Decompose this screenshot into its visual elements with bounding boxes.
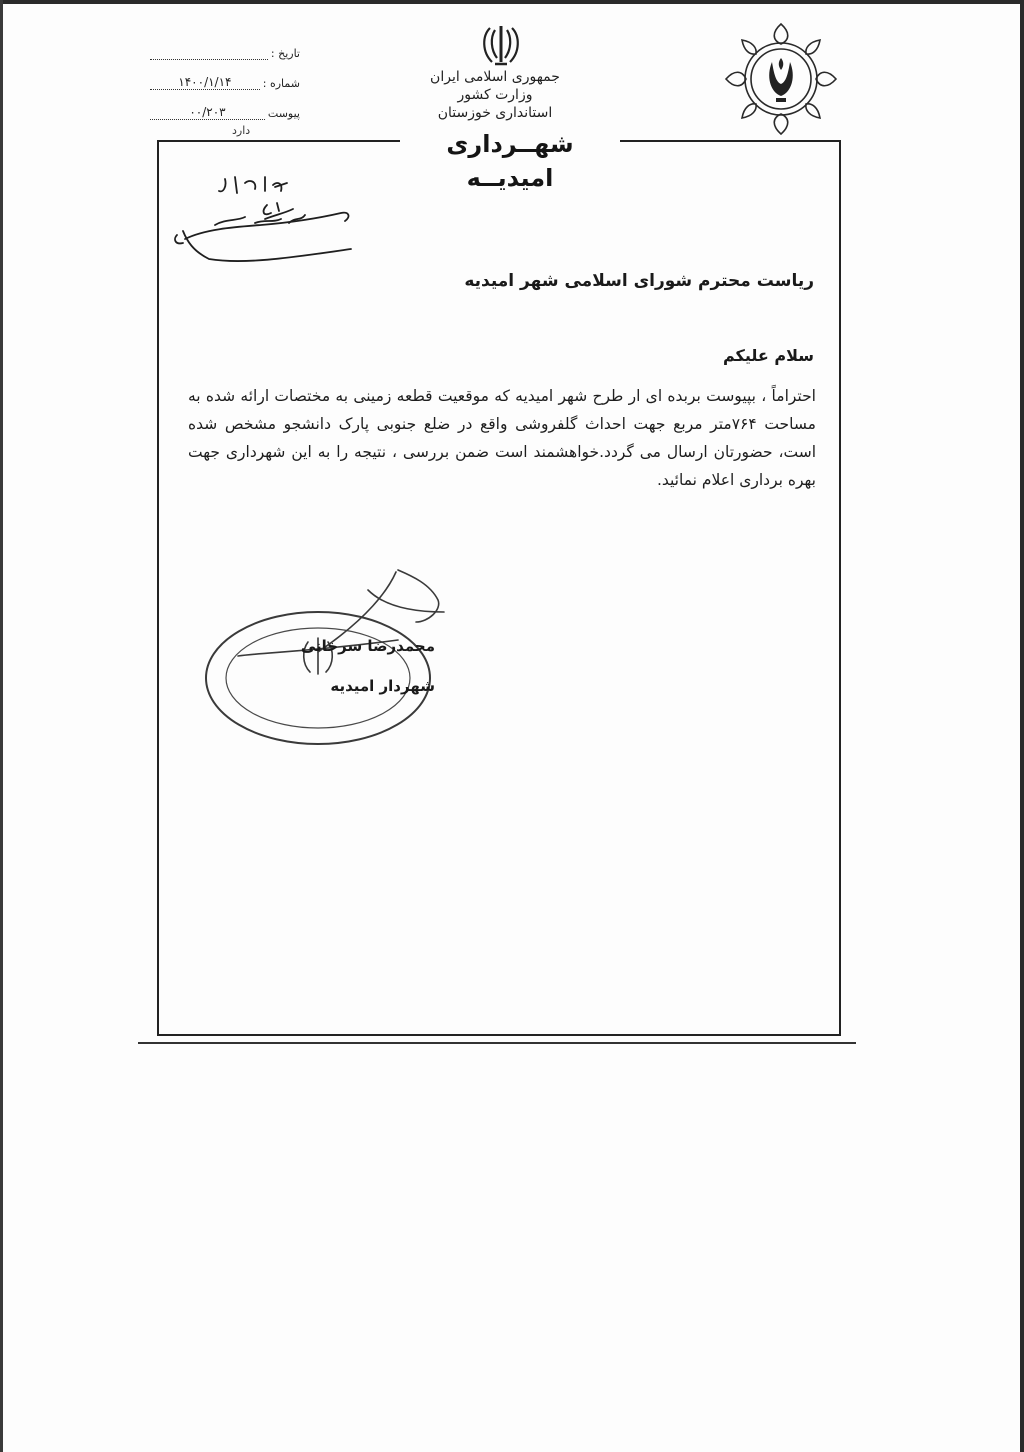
scan-edge-top: [0, 0, 1024, 4]
scan-edge-right: [1020, 0, 1024, 1452]
has-attachment-text: دارد: [232, 124, 251, 137]
government-header: [380, 68, 610, 122]
header-line-ministry: وزارت کشور: [457, 87, 533, 103]
letter-meta: [150, 30, 300, 120]
iran-emblem-icon: [478, 22, 524, 68]
attachment-value: ۰۰/۲۰۳: [150, 105, 265, 120]
header-line-province: استانداری خوزستان: [437, 105, 553, 121]
municipality-logo-icon: [720, 18, 842, 140]
date-label: تاریخ :: [270, 47, 300, 60]
letter-greeting: سلام علیکم: [722, 346, 814, 365]
date-row: [150, 30, 300, 60]
signer-title: شهردار امیدیه: [330, 677, 435, 695]
number-label: شماره :: [262, 77, 300, 90]
page-bottom-rule: [138, 1042, 856, 1044]
letter-body: احتراماً ، بپیوست بربده ای ار طرح شهر امیدیه که موقعیت قطعه زمینی به مختصات ارائه شده به مساحت ۷۶۴متر مربع جهت احداث گلفروشی واقع در ضلع جنوبی پارک دانشجو مشخص شده است، حضورتان ارسال می گردد.خواهشمند است ضمن بررسی ، نتیجه را به این شهرداری جهت بهره برداری اعلام نمائید.: [188, 387, 816, 489]
scan-edge-left: [0, 0, 3, 1452]
signer-block: [215, 626, 435, 706]
signer-name: محمدرضا سرخانی: [300, 637, 435, 655]
number-row: [150, 60, 300, 90]
attachment-label: پیوست: [267, 107, 300, 120]
municipality-title: شهــرداری امیدیــه: [400, 127, 620, 161]
header-line-country: جمهوری اسلامی ایران: [430, 69, 560, 85]
letter-salutation: ریاست محترم شورای اسلامی شهر امیدیه: [464, 271, 814, 291]
attachment-row: [150, 90, 300, 120]
number-value: ۱۴۰۰/۱/۱۴: [150, 75, 260, 90]
